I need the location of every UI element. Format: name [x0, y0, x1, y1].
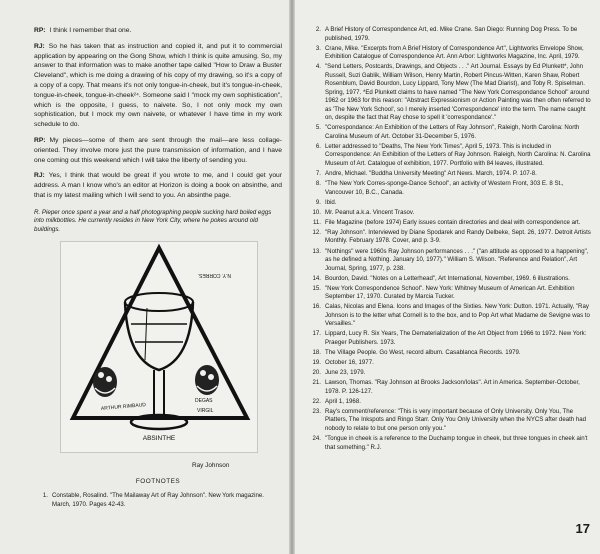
page-number: 17 [575, 521, 590, 536]
footnote-number: 12. [312, 228, 321, 236]
footnote-number: 3. [315, 44, 321, 52]
right-page [295, 0, 600, 554]
footnote-text: June 23, 1979. [325, 369, 366, 377]
footnote-item [307, 379, 591, 396]
footnote-number: 6. [315, 142, 321, 150]
footnote-item [307, 248, 591, 274]
footnote-number: 5. [315, 124, 321, 132]
footnote-item [307, 199, 591, 208]
artwork-inscription: ARTHUR RIMBAUD [100, 401, 147, 412]
absinthe-artwork [60, 241, 258, 453]
footnote-text: The Village People. Go West, record album. Casablanca Records. 1979. [325, 349, 521, 356]
footnote-text: Crane, Mike. "Excerpts from A Brief History of Correspondence Art", Lightworks Envelope Show, Exhibition Catalogue of Correspondence Art. Ann Arbor: Lightworks Magazine, Inc. April, 1979. [325, 44, 584, 61]
author-bio-caption: R. Pieper once spent a year and a half photographing people sucking hard boiled eggs into milkbottles. He currently resides in New York City, where he pokes around old buildings. [34, 208, 272, 233]
footnote-item [307, 209, 591, 218]
footnote-item [307, 63, 591, 123]
footnote-text: Ibid. [325, 198, 337, 206]
paragraph-text: My pieces—some of them are sent through the mail—are less collage-oriented. They involve more just the pure transmission of information, and I have one coming out this weekend which I will take the liberty of sending you. [34, 136, 282, 164]
footnote-number: 20. [312, 369, 321, 377]
footnote-text: "The New York Corres-sponge-Dance School", an activity of Western Front, 303 E. 8 St., Vancouver 10, B.C., Canada. [325, 180, 564, 196]
footnote-number: 4. [315, 63, 321, 71]
paragraph-text: I think I remember that one. [49, 27, 132, 34]
absinthe-drawing [61, 242, 257, 452]
footnote-number: 22. [312, 397, 321, 405]
footnote-text: File Magazine (before 1974) Early issues contain directories and deal with correspondence art. [325, 218, 581, 226]
footnote-list-left [34, 492, 282, 511]
footnote-number: 15. [312, 284, 321, 292]
footnote-item [307, 303, 591, 329]
footnote-number: 16. [312, 303, 321, 311]
speaker-label: RP: [34, 27, 46, 34]
footnote-number: 18. [312, 349, 321, 356]
footnote-text: Lippard, Lucy R. Six Years, The Dematerialization of the Art Object from 1966 to 1972. New York: Praeger Publishers. 1973. [325, 330, 587, 346]
footnote-text: Lawson, Thomas. "Ray Johnson at Brooks Jackson/Iolas". Art in America. September-October, 1978. P. 126-127. [325, 379, 580, 395]
left-page [0, 0, 291, 554]
artwork-title: ABSINTHE [142, 434, 176, 442]
footnote-number: 11. [312, 218, 321, 226]
footnote-item [307, 45, 591, 62]
artwork-credit: Ray Johnson [192, 462, 230, 469]
footnote-text: "Correspondance: An Exhibition of the Letters of Ray Johnson", Raleigh, North Carolina: North Carolina Museum of Art. October 31-December 5, 1976. [325, 124, 580, 140]
footnotes-heading: FOOTNOTES [135, 478, 181, 485]
footnote-item [307, 330, 591, 347]
footnote-number: 24. [312, 435, 321, 443]
footnote-number: 8. [315, 180, 321, 188]
footnote-item [307, 285, 591, 302]
footnote-number: 21. [312, 379, 321, 387]
footnote-number: 23. [312, 407, 321, 415]
artwork-inscription: VIRGIL [197, 407, 214, 414]
footnote-text: Calas, Nicolas and Elena. Icons and Images of the Sixties. New York: Dutton. 1971. Actually, "Ray Johnson is to the letter what Cornell is to the box, and to Pop Art what Madame de Sevigne was to Versailles." [325, 303, 590, 328]
footnote-list-right [307, 26, 591, 454]
footnote-text: "Nothings" were 1960s Ray Johnson performances . . ." ("an attitude as opposed to a happening", as he defined a Nothing. January 10, 1977)." William S. Wilson. "Reference and Relation", Art Journal, Spring, 1977, p. 238. [325, 247, 589, 272]
footnote-text: Letter addressed to "Deaths, The New York Times", April 5, 1973. This is included in Correspondence: An Exhibition of the Letters of Ray Johnson. Raleigh, North Carolina: N. Carolina Museum of Art. Catalogue of exhibition, 1977. Portfolio with 84 leaves, illustrated. [325, 142, 591, 167]
footnote-text: "New York Correspondence School". New York: Whitney Museum of American Art. Exhibition September 17, 1970. Curated by Marcia Tucker. [325, 284, 575, 301]
footnote-item [307, 229, 591, 246]
speaker-label: RJ: [34, 172, 45, 180]
paragraph-text: So he has taken that as instruction and copied it, and put it to commercial application by appearing on the Gong Show, which I think is quite amusing. So, my answer to that information was to make another tape called "How to Draw a Buster Cleveland", which is me doing a drawing of his copy of my drawing, so it's a copy of a copy of a copy. That means it's not only tongue-in-cheek, but it's tongue-in-cheek, tongue-in-cheek, tongue-in-cheek²⁴. Someone said I "mock my own sophistication", which is the opposite, I guess, to naivete. So, I not only mock my own sophistication, but I mock my own naivete, or whatever I have time in my work schedule to do. [34, 42, 282, 129]
footnote-text: April 1, 1968. [325, 397, 361, 405]
footnote-item [307, 435, 591, 452]
interview-paragraph [34, 42, 282, 130]
footnote-number: 13. [312, 247, 321, 255]
left-sketch [93, 367, 117, 397]
footnote-item [34, 492, 282, 509]
footnote-item [307, 26, 591, 43]
glass-highlight [145, 308, 147, 360]
footnote-text: Andre, Michael. "Buddha University Meeting" Art News. March, 1974. P. 107-8. [325, 169, 537, 177]
footnote-item [307, 408, 591, 434]
footnote-item [307, 275, 591, 284]
footnote-text: "Ray Johnson". Interviewed by Diane Spodarek and Randy Delbeke, Sept. 26, 1977. Detroit Artists Monthly. February 1978. Cover, and p. 3-9. [325, 228, 591, 245]
glass-bowl [125, 302, 193, 370]
footnote-item [307, 369, 591, 378]
paragraph-text: Yes, I think that would be great if you wrote to me, and I could get your address. A man I know who's an editor at Horizon is doing a book on absinthe, and that is my latest mailing which I will send to you. An absinthe page. [34, 172, 282, 199]
footnote-item [307, 359, 591, 368]
footnote-item [307, 170, 591, 179]
right-sketch [195, 365, 219, 395]
footnote-item [307, 398, 591, 407]
footnote-number: 7. [315, 169, 321, 177]
footnote-text: Mr. Peanut a.k.a. Vincent Trasov. [325, 208, 415, 216]
speaker-label: RP: [34, 136, 46, 144]
footnote-number: 2. [315, 26, 321, 33]
footnote-text: Bourdon, David. "Notes on a Letterhead", Art International, November, 1969. 6 illustrations. [325, 274, 570, 282]
footnote-number: 1. [42, 492, 48, 499]
footnote-text: Ray's comment/reference: "This is very important because of Only University. Only You, The Platters, The Inkspots and Ringo Starr. Only You Only University when the NYCS after death had nobody to relate to but one person only you." [325, 407, 587, 432]
footnote-number: 9. [315, 198, 321, 206]
footnote-text: "Send Letters, Postcards, Drawings, and Objects . . ." Art Journal. Essays by Ed Plunkett*, John Russell, Suzi Gablik, William Wilson, Henry Martin, Robert Pincus-Witten, Karen Shaw, Robert Rosenblum, David Bourdon, Lucy Lippard, Tony Mew (The Mad Diarist), and Toby R. Spiselman. Spring, 1977. *Ed Plunkett claims to have named "The New York Correspondance School" around 1962 or 1963 for this reason: "Abstract Expressionism or Action Painting was then often referred to as 'The New York School', so I merely inserted 'Correspondence' into the term. The name caught on, despite the fact that Ray chose to spell it 'correspondance'." [325, 63, 591, 122]
speaker-label: RJ: [34, 42, 45, 50]
glass-rim [125, 293, 193, 311]
footnote-number: 14. [312, 274, 321, 282]
footnote-text: "Tongue in cheek is a reference to the Duchamp tongue in cheek, but three tongues in cheek ain't that something." R.J. [325, 435, 588, 451]
artwork-inscription: DEGAS [195, 397, 213, 404]
interview-paragraph [34, 26, 282, 36]
footnote-item [307, 124, 591, 141]
footnote-number: 19. [312, 359, 321, 367]
footnote-item [307, 143, 591, 169]
artwork-inscription: N.Y. CORRES. [197, 271, 231, 278]
footnote-text: Constable, Rosalind. "The Mailaway Art of Ray Johnson". New York magazine. March, 1970. Pages 42-43. [52, 492, 264, 508]
footnote-text: A Brief History of Correspondence Art, ed. Mike Crane. San Diego: Running Dog Press. To be published, 1979. [325, 26, 578, 42]
footnote-number: 17. [312, 330, 321, 338]
footnote-item [307, 349, 591, 358]
footnote-text: October 16, 1977. [325, 359, 374, 367]
footnote-item [307, 219, 591, 228]
interview-paragraph [34, 136, 282, 165]
footnote-item [307, 180, 591, 197]
footnote-number: 10. [312, 208, 321, 216]
glass-stem [154, 370, 164, 416]
interview-paragraph [34, 171, 282, 200]
interview-column [34, 26, 282, 453]
